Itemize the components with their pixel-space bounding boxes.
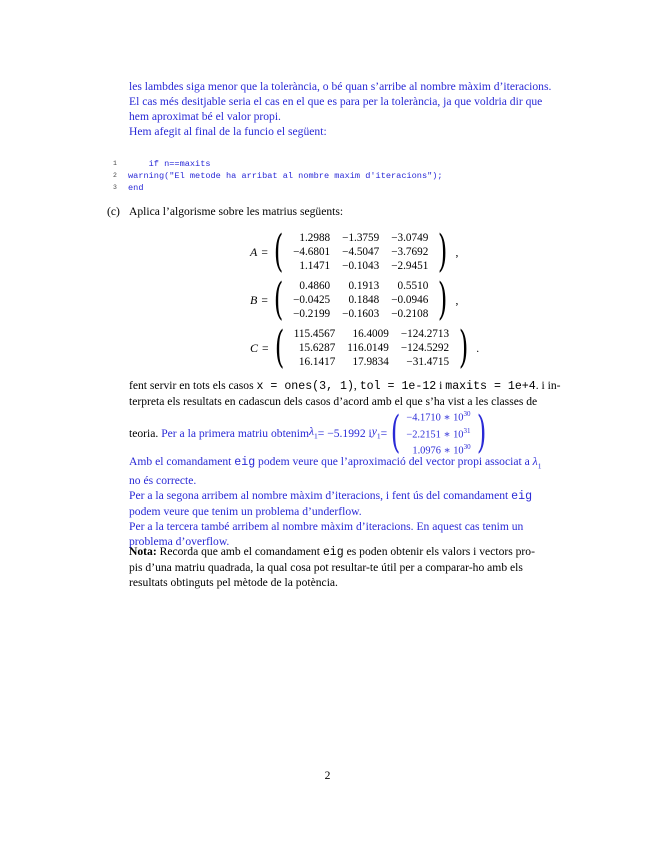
intro-line-1: les lambdes siga menor que la tolerància, o bé quan s’arribe al nombre màxim d’iteracions. bbox=[129, 80, 552, 93]
matrix-cell: 16.4009 bbox=[352, 328, 389, 340]
lambda-value: = −5.1992 i bbox=[317, 426, 372, 440]
instructions-line-2: terpreta els resultats en cadascun dels casos d’acord amb el que s’ha vist a les classes de bbox=[129, 395, 538, 408]
note-label: Nota: bbox=[129, 545, 157, 558]
code-line bbox=[113, 158, 593, 170]
code-text: warning("El metode ha arribat al nombre maxim d'iteracions"); bbox=[128, 171, 443, 181]
line-number: 3 bbox=[113, 184, 117, 191]
code-listing bbox=[113, 158, 593, 194]
eig-line-2: no és correcte. bbox=[129, 474, 197, 488]
second-line-2: podem veure que tenim un problema d’underflow. bbox=[129, 505, 362, 519]
matrix-cell: −1.3759 bbox=[342, 232, 380, 244]
matrix-cell: −4.5047 bbox=[342, 246, 380, 258]
right-paren: ) bbox=[458, 322, 469, 373]
matrix-b bbox=[250, 274, 459, 325]
matrix-cell: −3.0749 bbox=[391, 232, 429, 244]
matrix-cell: −0.0946 bbox=[391, 294, 429, 306]
matrix-cell: −2.9451 bbox=[391, 260, 429, 272]
note-line-2: pis d’una matriu quadrada, la qual cosa pot resultar-te útil per a comparar-ho amb els bbox=[129, 561, 523, 574]
text-run: . i in- bbox=[535, 379, 561, 392]
matrix-c bbox=[250, 322, 480, 373]
answer-first-text: Per a la primera matriu obtenim bbox=[161, 426, 309, 440]
matrix-table bbox=[288, 327, 455, 369]
eig-command: eig bbox=[322, 546, 344, 559]
eigenvector bbox=[387, 408, 490, 457]
note-line-3: resultats obtinguts pel mètode de la potència. bbox=[129, 576, 338, 589]
matrix-table bbox=[287, 279, 434, 321]
second-line-1: Per a la segona arribem al nombre màxim d’iteracions, i fent ús del comandament eig bbox=[129, 489, 533, 504]
matrix-cell: −0.2108 bbox=[391, 308, 429, 320]
matrix-suffix: . bbox=[476, 341, 480, 355]
vector-cell: 1.0976 ∗ $10^{30}$ bbox=[412, 443, 471, 457]
left-paren: ( bbox=[273, 226, 284, 277]
matrix-cell: −0.1043 bbox=[342, 260, 380, 272]
right-paren: ) bbox=[476, 407, 486, 458]
matrix-suffix: , bbox=[455, 293, 459, 307]
y-symbol: $y_1$ bbox=[371, 425, 381, 441]
equals-sign: = bbox=[380, 426, 388, 440]
left-paren: ( bbox=[273, 274, 284, 325]
matrix-cell: 0.1913 bbox=[348, 280, 380, 292]
item-text: Aplica l’algorisme sobre les matrius següents: bbox=[129, 205, 344, 218]
matrix-table bbox=[287, 231, 434, 273]
item-label: (c) bbox=[107, 205, 120, 218]
first-answer-line bbox=[129, 407, 599, 458]
code-text: if n==maxits bbox=[128, 159, 211, 169]
matrix-cell: −0.2199 bbox=[293, 308, 331, 320]
matrix-cell: 0.1848 bbox=[348, 294, 380, 306]
vector-table bbox=[404, 408, 472, 457]
matrix-name: C bbox=[250, 340, 259, 355]
code-line bbox=[113, 170, 593, 182]
lambda-symbol: $\lambda_1$ bbox=[308, 425, 318, 441]
matrix-name: A bbox=[250, 244, 258, 259]
left-paren: ( bbox=[391, 407, 401, 458]
intro-line-4: Hem afegit al final de la funcio el següent: bbox=[129, 125, 327, 138]
matrix-cell: 16.1417 bbox=[298, 356, 336, 368]
instructions-line-1 bbox=[129, 378, 591, 394]
matrix-cell: −0.1603 bbox=[342, 308, 380, 320]
matrix-cell: 1.1471 bbox=[299, 260, 331, 272]
code-text: end bbox=[128, 183, 144, 193]
answer-paragraph bbox=[129, 454, 591, 549]
text-run: i bbox=[436, 379, 446, 392]
line-number: 2 bbox=[113, 172, 117, 179]
code-maxits: maxits = 1e+4 bbox=[445, 380, 536, 393]
note-line-1: Nota: Recorda que amb el comandament eig es poden obtenir els valors i vectors pro- bbox=[129, 545, 535, 559]
matrix-name: B bbox=[250, 292, 258, 307]
eig-command: eig bbox=[234, 456, 256, 469]
matrix-cell: −124.5292 bbox=[400, 342, 450, 354]
matrix-cell: 116.0149 bbox=[347, 342, 389, 354]
instructions-paragraph bbox=[129, 378, 591, 409]
vector-cell: −2.2151 ∗ $10^{31}$ bbox=[406, 426, 471, 441]
equals-sign: = bbox=[262, 341, 269, 355]
matrix-cell: −0.0425 bbox=[293, 294, 331, 306]
matrix-cell: 0.5510 bbox=[397, 280, 429, 292]
eig-line-1: Amb el comandament eig podem veure que l’aproximació del vector propi associat a $\lambda_1$ bbox=[129, 455, 542, 471]
note-paragraph bbox=[129, 544, 591, 590]
equals-sign: = bbox=[261, 245, 268, 259]
matrix-cell: −4.6801 bbox=[293, 246, 331, 258]
code-tol: tol = 1e-12 bbox=[359, 380, 437, 393]
vector-cell: −4.1710 ∗ $10^{30}$ bbox=[406, 410, 471, 424]
equals-sign: = bbox=[261, 293, 268, 307]
third-line-2: problema d’overflow. bbox=[129, 535, 230, 549]
right-paren: ) bbox=[438, 274, 448, 325]
matrix-cell: 115.4567 bbox=[293, 328, 336, 340]
left-paren: ( bbox=[274, 322, 284, 373]
eig-command: eig bbox=[511, 490, 533, 504]
text-run: teoria. bbox=[129, 426, 159, 440]
intro-line-3: hem aproximat bé el valor propi. bbox=[129, 110, 281, 123]
matrix-cell: −31.4715 bbox=[406, 356, 450, 368]
matrix-a bbox=[250, 226, 459, 277]
matrix-cell: 1.2988 bbox=[299, 232, 331, 244]
matrix-cell: 17.9834 bbox=[352, 356, 389, 368]
matrix-cell: −3.7692 bbox=[391, 246, 429, 258]
code-line bbox=[113, 182, 593, 194]
third-line-1: Per a la tercera també arribem al nombre màxim d’iteracions. En aquest cas tenim un bbox=[129, 520, 524, 534]
intro-paragraph bbox=[129, 79, 591, 139]
matrix-suffix: , bbox=[455, 245, 459, 259]
page-number: 2 bbox=[324, 769, 331, 782]
intro-line-2: El cas més desitjable seria el cas en el que es para per la tolerància, ja que voldria dir que bbox=[129, 95, 543, 108]
matrix-cell: 15.6287 bbox=[298, 342, 336, 354]
matrix-cell: 0.4860 bbox=[299, 280, 331, 292]
text-run: fent servir en tots els casos bbox=[129, 379, 257, 392]
code-x: x = ones(3, 1) bbox=[256, 380, 354, 393]
line-number: 1 bbox=[113, 160, 117, 167]
text-run: , bbox=[353, 379, 360, 392]
matrix-cell: −124.2713 bbox=[400, 328, 450, 340]
exercise-item-c bbox=[107, 204, 343, 219]
right-paren: ) bbox=[438, 226, 448, 277]
